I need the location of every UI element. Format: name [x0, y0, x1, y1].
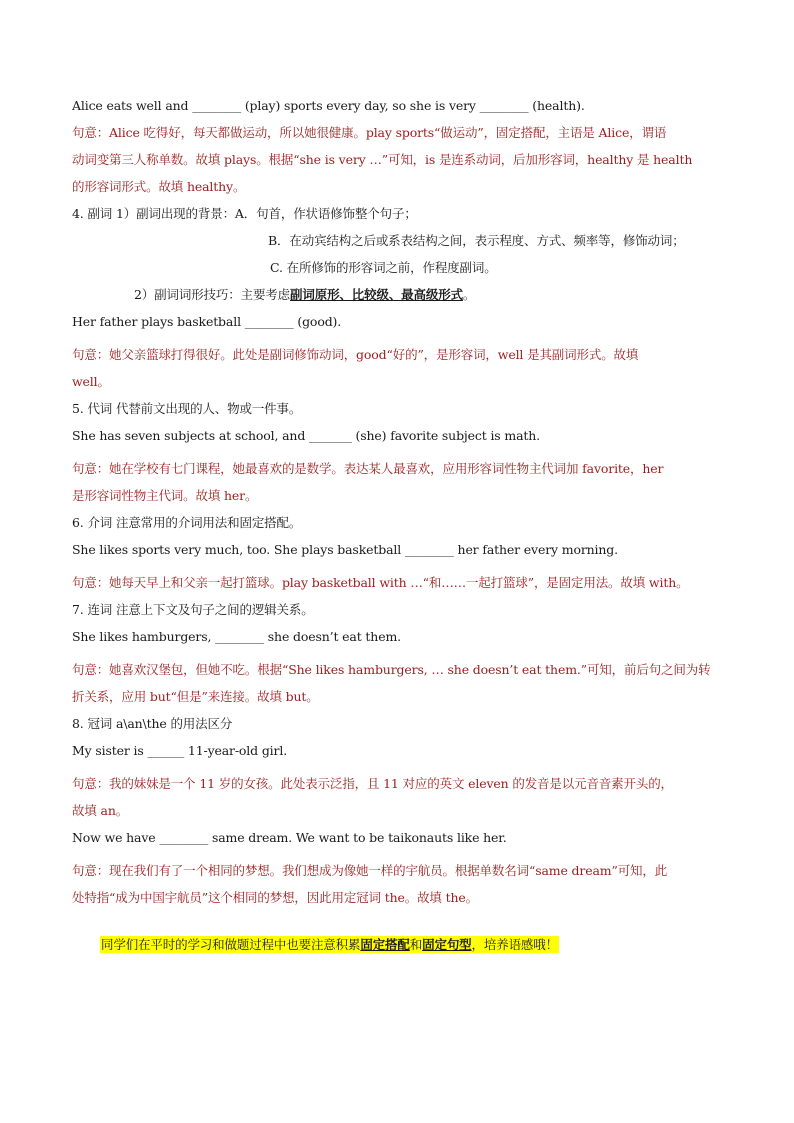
section-4-title: 4. 副词 1）副词出现的背景：A．句首，作状语修饰整个句子；	[72, 206, 417, 221]
section-6-title: 6. 介词 注意常用的介词用法和固定搭配。	[72, 515, 302, 530]
tip-mid: 和	[409, 937, 423, 952]
section-7-title: 7. 连词 注意上下文及句子之间的逻辑关系。	[72, 602, 314, 617]
section-5-explanation-line2: 是形容词性物主代词。故填 her。	[72, 488, 258, 503]
q1-sentence: Alice eats well and ________ (play) sports every day, so she is very ________ (health).	[72, 98, 585, 113]
section-8-title: 8. 冠词 a\an\the 的用法区分	[72, 716, 233, 731]
section-4-tip-pre: 2）副词词形技巧：主要考虑	[134, 287, 291, 302]
section-8-sentence-2: Now we have ________ same dream. We want to be taikonauts like her.	[72, 830, 507, 845]
section-8-explanation-2-line2: 处特指“成为中国宇航员”这个相同的梦想，因此用定冠词 the。故填 the。	[72, 890, 478, 905]
section-6-explanation-line1: 句意：她每天早上和父亲一起打篮球。play basketball with …“和……一起打篮球”，是固定用法。故填 with。	[72, 575, 689, 590]
tip-bold-1: 固定搭配	[360, 937, 410, 952]
section-4-explanation-line1: 句意：她父亲篮球打得很好。此处是副词修饰动词，good“好的”，是形容词，well 是其副词形式。故填	[72, 347, 639, 362]
section-5-sentence: She has seven subjects at school, and _______ (she) favorite subject is math.	[72, 428, 540, 443]
section-7-explanation-line1: 句意：她喜欢汉堡包，但她不吃。根据“She likes hamburgers, … she doesn’t eat them.”可知，前后句之间为转	[72, 662, 711, 677]
document-body	[72, 92, 724, 911]
section-8-explanation-2-line1: 句意：现在我们有了一个相同的梦想。我们想成为像她一样的宇航员。根据单数名词“same dream”可知，此	[72, 863, 668, 878]
section-4-sentence: Her father plays basketball ________ (good).	[72, 314, 342, 329]
q1-explanation-line2: 动词变第三人称单数。故填 plays。根据“she is very …”可知，is 是连系动词，后加形容词，healthy 是 health	[72, 152, 693, 167]
section-4-tip	[72, 281, 724, 308]
section-8-explanation-1-line1: 句意：我的妹妹是一个 11 岁的女孩。此处表示泛指，且 11 对应的英文 eleven 的发音是以元音音素开头的，	[72, 776, 673, 791]
section-4-point-b: B．在动宾结构之后或系表结构之间，表示程度、方式、频率等，修饰动词；	[268, 233, 685, 248]
section-4-tip-post: 。	[462, 287, 476, 302]
tip-pre: 同学们在平时的学习和做题过程中也要注意积累	[101, 937, 361, 952]
highlighted-tip-text	[100, 936, 559, 953]
section-4-tip-bold: 副词原形、比较级、最高级形式	[290, 287, 463, 302]
tip-post: ，培养语感哦！	[471, 937, 558, 952]
highlighted-tip	[100, 934, 700, 954]
q1-explanation-line3: 的形容词形式。故填 healthy。	[72, 179, 246, 194]
section-7-sentence: She likes hamburgers, ________ she doesn’t eat them.	[72, 629, 401, 644]
tip-bold-2: 固定句型	[422, 937, 472, 952]
section-7-explanation-line2: 折关系，应用 but“但是”来连接。故填 but。	[72, 689, 319, 704]
section-8-sentence-1: My sister is ______ 11-year-old girl.	[72, 743, 288, 758]
section-6-sentence: She likes sports very much, too. She plays basketball ________ her father every morning.	[72, 542, 618, 557]
section-8-explanation-1-line2: 故填 an。	[72, 803, 129, 818]
section-5-explanation-line1: 句意：她在学校有七门课程，她最喜欢的是数学。表达某人最喜欢，应用形容词性物主代词加 favorite，her	[72, 461, 664, 476]
section-5-title: 5. 代词 代替前文出现的人、物或一件事。	[72, 401, 302, 416]
section-4-explanation-line2: well。	[72, 374, 110, 389]
q1-explanation-line1: 句意：Alice 吃得好，每天都做运动，所以她很健康。play sports“做运动”，固定搭配，主语是 Alice，谓语	[72, 125, 667, 140]
section-4-point-c: C. 在所修饰的形容词之前，作程度副词。	[270, 260, 497, 275]
